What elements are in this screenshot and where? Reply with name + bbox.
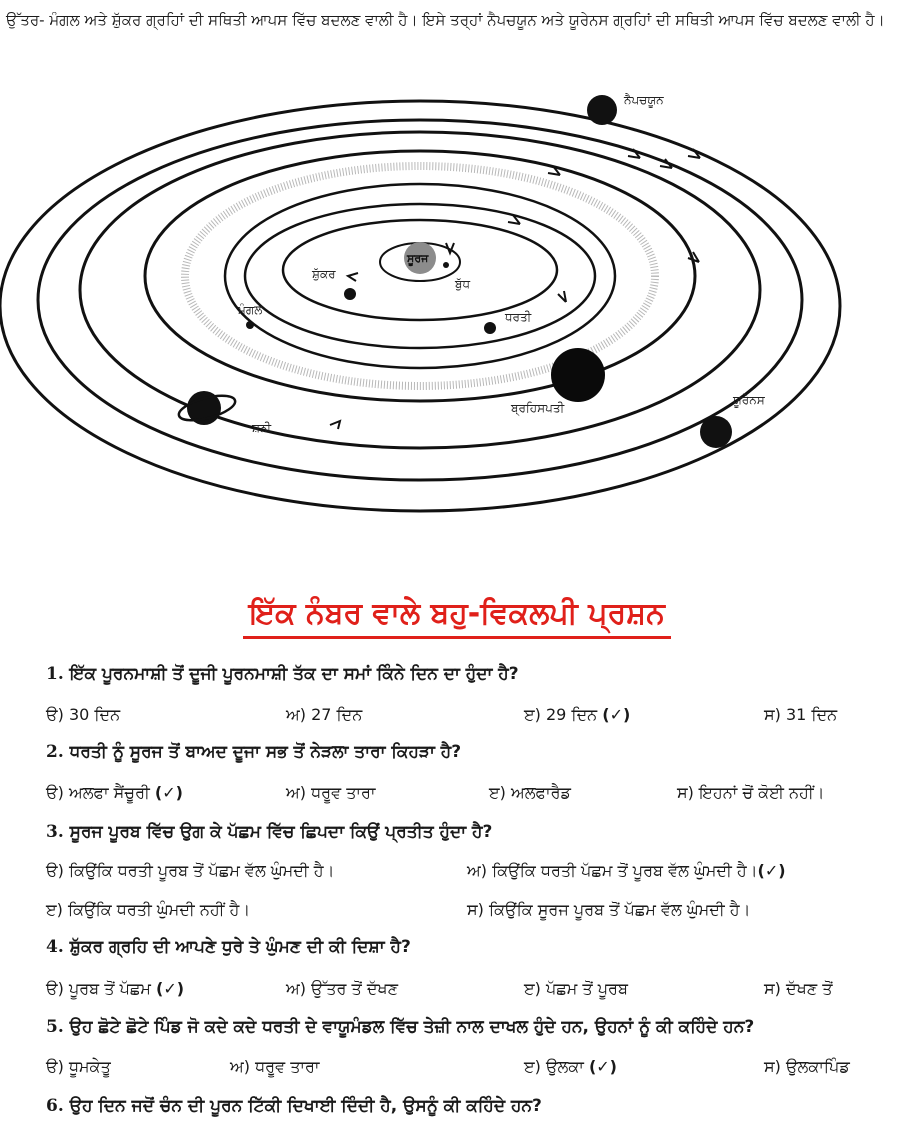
correct-check-icon: (✓): [757, 861, 786, 880]
option-q2-a: ੳ) ਅਲਫਾ ਸੈਂਚੂਰੀ (✓): [46, 783, 183, 802]
saturn-label: ਸ਼ਨੀ: [252, 421, 272, 435]
option-q1-b: ਅ) 27 ਦਿਨ: [286, 705, 363, 724]
option-q1-d: ਸ) 31 ਦਿਨ: [764, 705, 838, 724]
correct-check-icon: (✓): [156, 979, 185, 998]
option-q3-a: ੳ) ਕਿਉਂਕਿ ਧਰਤੀ ਪੂਰਬ ਤੋਂ ਪੱਛਮ ਵੱਲ ਘੁੰਮਦੀ ਹੈ।: [46, 861, 335, 880]
correct-check-icon: (✓): [154, 783, 183, 802]
question-1: [46, 664, 519, 684]
question-3: [46, 822, 492, 842]
option-q1-c: ੲ) 29 ਦਿਨ (✓): [524, 705, 631, 724]
question-text: ਉਹ ਦਿਨ ਜਦੋਂ ਚੰਨ ਦੀ ਪੂਰਨ ਟਿੱਕੀ ਦਿਖਾਈ ਦਿੰਦੀ ਹੈ, ਉਸਨੂੰ ਕੀ ਕਹਿੰਦੇ ਹਨ?: [69, 1096, 542, 1116]
option-q2-c: ੲ) ਅਲਫਾਰੈਡ: [489, 783, 571, 802]
neptune-icon: [587, 95, 617, 125]
mars-label: ਮੰਗਲ: [238, 303, 263, 317]
option-q4-d: ਸ) ਦੱਖਣ ਤੋਂ: [764, 979, 833, 998]
earth-icon: [484, 322, 496, 334]
option-q3-b: ਅ) ਕਿਉਂਕਿ ਧਰਤੀ ਪੱਛਮ ਤੋਂ ਪੂਰਬ ਵੱਲ ਘੁੰਮਦੀ ਹੈ।(✓): [467, 861, 786, 880]
question-text: ਇੱਕ ਪੂਰਨਮਾਸ਼ੀ ਤੋਂ ਦੂਜੀ ਪੂਰਨਮਾਸ਼ੀ ਤੱਕ ਦਾ ਸਮਾਂ ਕਿੰਨੇ ਦਿਨ ਦਾ ਹੁੰਦਾ ਹੈ?: [69, 664, 519, 684]
option-q2-d: ਸ) ਇਹਨਾਂ ਚੋਂ ਕੋਈ ਨਹੀਂ।: [677, 783, 825, 802]
correct-check-icon: (✓): [588, 1057, 617, 1076]
question-text: ਧਰਤੀ ਨੂੰ ਸੂਰਜ ਤੋਂ ਬਾਅਦ ਦੂਜਾ ਸਭ ਤੋਂ ਨੇੜਲਾ ਤਾਰਾ ਕਿਹੜਾ ਹੈ?: [69, 742, 462, 762]
question-number: 2.: [46, 742, 64, 762]
orbit-jupiter: [145, 151, 695, 401]
earth-label: ਧਰਤੀ: [505, 310, 532, 324]
uranus-label: ਯੂਰੇਨਸ: [733, 393, 765, 407]
mars-icon: [246, 321, 254, 329]
question-text: ਸੂਰਜ ਪੂਰਬ ਵਿੱਚ ਉਗ ਕੇ ਪੱਛਮ ਵਿੱਚ ਛਿਪਦਾ ਕਿਉਂ ਪ੍ਰਤੀਤ ਹੁੰਦਾ ਹੈ?: [69, 822, 493, 842]
option-q5-d: ਸ) ਉਲਕਾਪਿੰਡ: [764, 1057, 850, 1076]
question-number: 3.: [46, 822, 64, 842]
sun-label: ਸੂਰਜ: [407, 252, 429, 265]
question-5: [46, 1017, 754, 1037]
mercury-label: ਬੁੱਧ: [455, 277, 471, 291]
option-q3-d: ਸ) ਕਿਉਂਕਿ ਸੂਰਜ ਪੂਰਬ ਤੋਂ ਪੱਛਮ ਵੱਲ ਘੁੰਮਦੀ ਹੈ।: [467, 900, 751, 919]
solar-system-diagram: [0, 80, 914, 585]
section-title-text: ਇੱਕ ਨੰਬਰ ਵਾਲੇ ਬਹੁ-ਵਿਕਲਪੀ ਪ੍ਰਸ਼ਨ: [243, 594, 671, 639]
question-text: ਸ਼ੁੱਕਰ ਗ੍ਰਹਿ ਦੀ ਆਪਣੇ ਧੁਰੇ ਤੇ ਘੁੰਮਣ ਦੀ ਕੀ ਦਿਸ਼ਾ ਹੈ?: [69, 937, 411, 957]
mercury-icon: [443, 262, 449, 268]
option-q1-a: ੳ) 30 ਦਿਨ: [46, 705, 121, 724]
question-number: 1.: [46, 664, 64, 684]
question-2: [46, 742, 461, 762]
option-q4-c: ੲ) ਪੱਛਮ ਤੋਂ ਪੂਰਬ: [524, 979, 628, 998]
question-text: ਉਹ ਛੋਟੇ ਛੋਟੇ ਪਿੰਡ ਜੋ ਕਦੇ ਕਦੇ ਧਰਤੀ ਦੇ ਵਾਯੂਮੰਡਲ ਵਿੱਚ ਤੇਜ਼ੀ ਨਾਲ ਦਾਖਲ ਹੁੰਦੇ ਹਨ, ਉਹਨਾਂ ਨੂੰ ਕੀ ਕਹਿੰਦੇ ਹਨ?: [69, 1017, 755, 1037]
correct-check-icon: (✓): [602, 705, 631, 724]
orbit-earth: [245, 204, 595, 348]
venus-icon: [344, 288, 356, 300]
option-q5-c: ੲ) ਉਲਕਾ (✓): [524, 1057, 617, 1076]
option-q5-b: ਅ) ਧਰੂਵ ਤਾਰਾ: [230, 1057, 320, 1076]
section-heading: [0, 594, 914, 639]
jupiter-icon: [551, 348, 605, 402]
neptune-label: ਨੈਪਚਯੂਨ: [624, 93, 664, 107]
intro-answer-text: ਉੱਤਰ- ਮੰਗਲ ਅਤੇ ਸ਼ੁੱਕਰ ਗ੍ਰਹਿਾਂ ਦੀ ਸਥਿਤੀ ਆਪਸ ਵਿੱਚ ਬਦਲਣ ਵਾਲੀ ਹੈ। ਇਸੇ ਤਰ੍ਹਾਂ ਨੈਪਚਯੂਨ ਅਤੇ ਯੂਰੇਨਸ ਗ੍ਰਹਿਾਂ ਦੀ ਸਥਿਤੀ ਆਪਸ ਵਿੱਚ ਬਦਲਣ ਵਾਲੀ ਹੈ।: [6, 11, 885, 29]
question-6: [46, 1096, 542, 1116]
option-q3-c: ੲ) ਕਿਉਂਕਿ ਧਰਤੀ ਘੁੰਮਦੀ ਨਹੀਂ ਹੈ।: [46, 900, 251, 919]
question-number: 5.: [46, 1017, 64, 1037]
venus-label: ਸ਼ੁੱਕਰ: [312, 267, 336, 281]
option-q4-b: ਅ) ਉੱਤਰ ਤੋਂ ਦੱਖਣ: [286, 979, 398, 998]
option-q4-a: ੳ) ਪੂਰਬ ਤੋਂ ਪੱਛਮ (✓): [46, 979, 185, 998]
question-4: [46, 937, 411, 957]
option-q5-a: ੳ) ਧੂਮਕੇਤੂ: [46, 1057, 111, 1076]
orbit-uranus: [38, 120, 802, 480]
uranus-icon: [700, 416, 732, 448]
question-number: 6.: [46, 1096, 64, 1116]
option-q2-b: ਅ) ਧਰੂਵ ਤਾਰਾ: [286, 783, 376, 802]
question-number: 4.: [46, 937, 64, 957]
jupiter-label: ਬ੍ਰਹਿਸਪਤੀ: [511, 401, 565, 415]
